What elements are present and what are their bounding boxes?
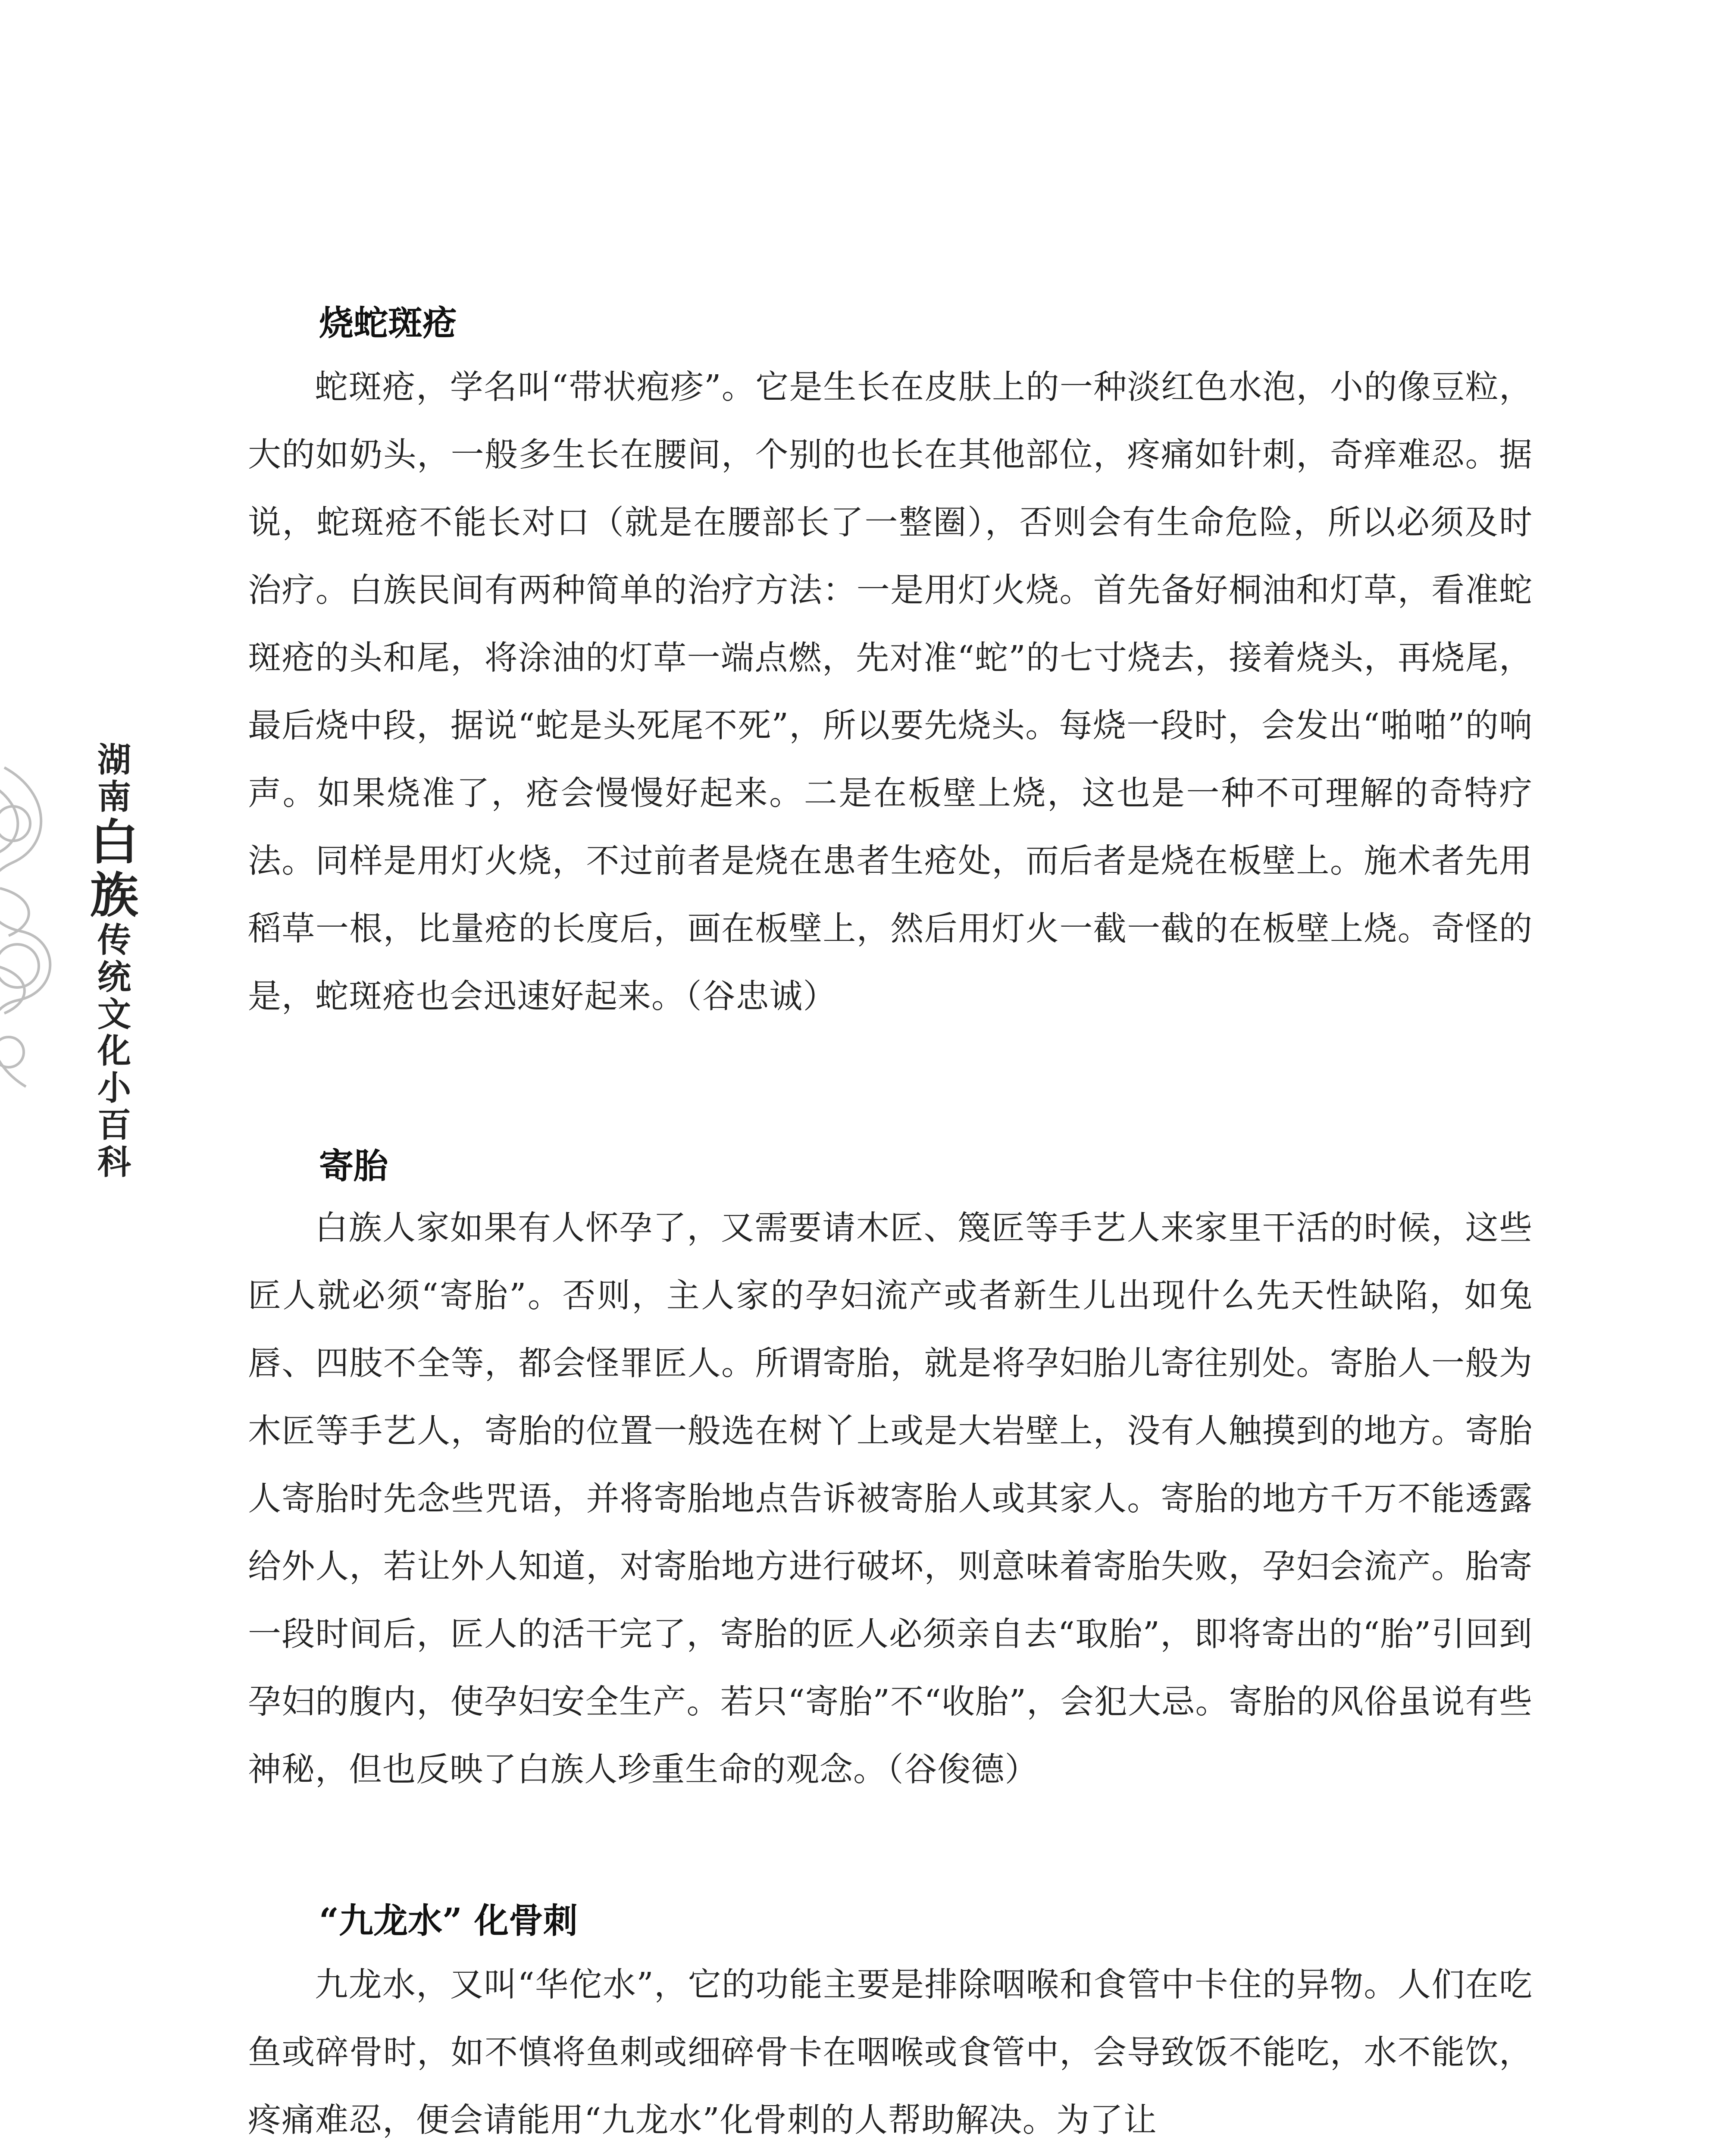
side-title-char: 化: [97, 1031, 131, 1071]
side-title-char: 小: [97, 1069, 131, 1108]
side-title-char: 文: [97, 994, 131, 1034]
section-title: 烧蛇斑疮: [319, 303, 457, 343]
side-title-char: 传: [97, 920, 131, 960]
section-title: 寄胎: [319, 1146, 388, 1186]
section-body: 蛇斑疮，学名叫“带状疱疹”。它是生长在皮肤上的一种淡红色水泡，小的像豆粒，大的如奶头，一般多生长在腰间，个别的也长在其他部位，疼痛如针刺，奇痒难忍。据说，蛇斑疮不能长对口（就是在腰部长了一整圈），否则会有生命危险，所以必须及时治疗。白族民间有两种简单的治疗方法：一是用灯火烧。首先备好桐油和灯草，看准蛇斑疮的头和尾，将涂油的灯草一端点燃，先对准“蛇”的七寸烧去，接着烧头，再烧尾，最后烧中段，据说“蛇是头死尾不死”，所以要先烧头。每烧一段时，会发出“啪啪”的响声。如果烧准了，疮会慢慢好起来。二是在板壁上烧，这也是一种不可理解的奇特疗法。同样是用灯火烧，不过前者是烧在患者生疮处，而后者是烧在板壁上。施术者先用稻草一根，比量疮的长度后，画在板壁上，然后用灯火一截一截的在板壁上烧。奇怪的是，蛇斑疮也会迅速好起来。（谷忠诚）: [248, 368, 1533, 1016]
decorative-ornament-icon: [0, 759, 69, 1095]
side-book-title: [82, 742, 147, 1181]
side-title-char: 统: [97, 957, 131, 997]
section-title: “九龙水” 化骨刺: [319, 1900, 578, 1941]
side-title-char: 南: [97, 777, 131, 817]
side-title-char: 白: [90, 814, 138, 871]
side-title-char: 湖: [97, 740, 131, 780]
section-body: 九龙水，又叫“华佗水”，它的功能主要是排除咽喉和食管中卡住的异物。人们在吃鱼或碎骨时，如不慎将鱼刺或细碎骨卡在咽喉或食管中，会导致饭不能吃，水不能饮，疼痛难忍，便会请能用“九龙水”化骨刺的人帮助解决。为了让: [248, 1966, 1533, 2140]
section-body: 白族人家如果有人怀孕了，又需要请木匠、篾匠等手艺人来家里干活的时候，这些匠人就必须“寄胎”。否则，主人家的孕妇流产或者新生儿出现什么先天性缺陷，如兔唇、四肢不全等，都会怪罪匠人。所谓寄胎，就是将孕妇胎儿寄往别处。寄胎人一般为木匠等手艺人，寄胎的位置一般选在树丫上或是大岩壁上，没有人触摸到的地方。寄胎人寄胎时先念些咒语，并将寄胎地点告诉被寄胎人或其家人。寄胎的地方千万不能透露给外人，若让外人知道，对寄胎地方进行破坏，则意味着寄胎失败，孕妇会流产。胎寄一段时间后，匠人的活干完了，寄胎的匠人必须亲自去“取胎”，即将寄出的“胎”引回到孕妇的腹内，使孕妇安全生产。若只“寄胎”不“收胎”，会犯大忌。寄胎的风俗虽说有些神秘，但也反映了白族人珍重生命的观念。（谷俊德）: [248, 1209, 1533, 1789]
side-title-char: 科: [97, 1142, 131, 1182]
side-title-char: 百: [97, 1105, 131, 1145]
side-title-char: 族: [90, 867, 138, 924]
